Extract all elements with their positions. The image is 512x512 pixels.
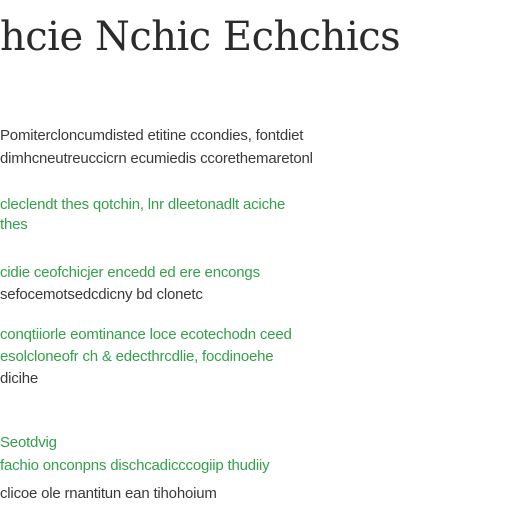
text-line-11: fachio onconpns dischcadicccogiip thudiiy: [0, 457, 270, 474]
document-title: hcie Nchic Echchics: [0, 14, 401, 60]
text-line-5: cidie ceofchicjer encedd ed ere encongs: [0, 264, 260, 281]
text-line-12: clicoe ole rnantitun ean tihohoium: [0, 485, 217, 502]
text-line-8: esolcloneofr ch & edecthrcdlie, focdinoehe: [0, 348, 274, 365]
text-line-4: thes: [0, 216, 28, 233]
text-line-2: dimhcneutreuccicrn ecumiedis ccorethemaretonl: [0, 150, 313, 167]
text-line-6: sefocemotsedcdicny bd clonetc: [0, 286, 203, 303]
text-line-10: Seotdvig: [0, 434, 57, 451]
text-line-9: dicihe: [0, 370, 38, 387]
text-line-1: Pomitercloncumdisted etitine ccondies, fontdiet: [0, 127, 304, 144]
text-line-7: conqtiiorle eomtinance loce ecotechodn ceed: [0, 326, 292, 343]
text-line-3: cleclendt thes qotchin, lnr dleetonadlt aciche: [0, 196, 286, 213]
